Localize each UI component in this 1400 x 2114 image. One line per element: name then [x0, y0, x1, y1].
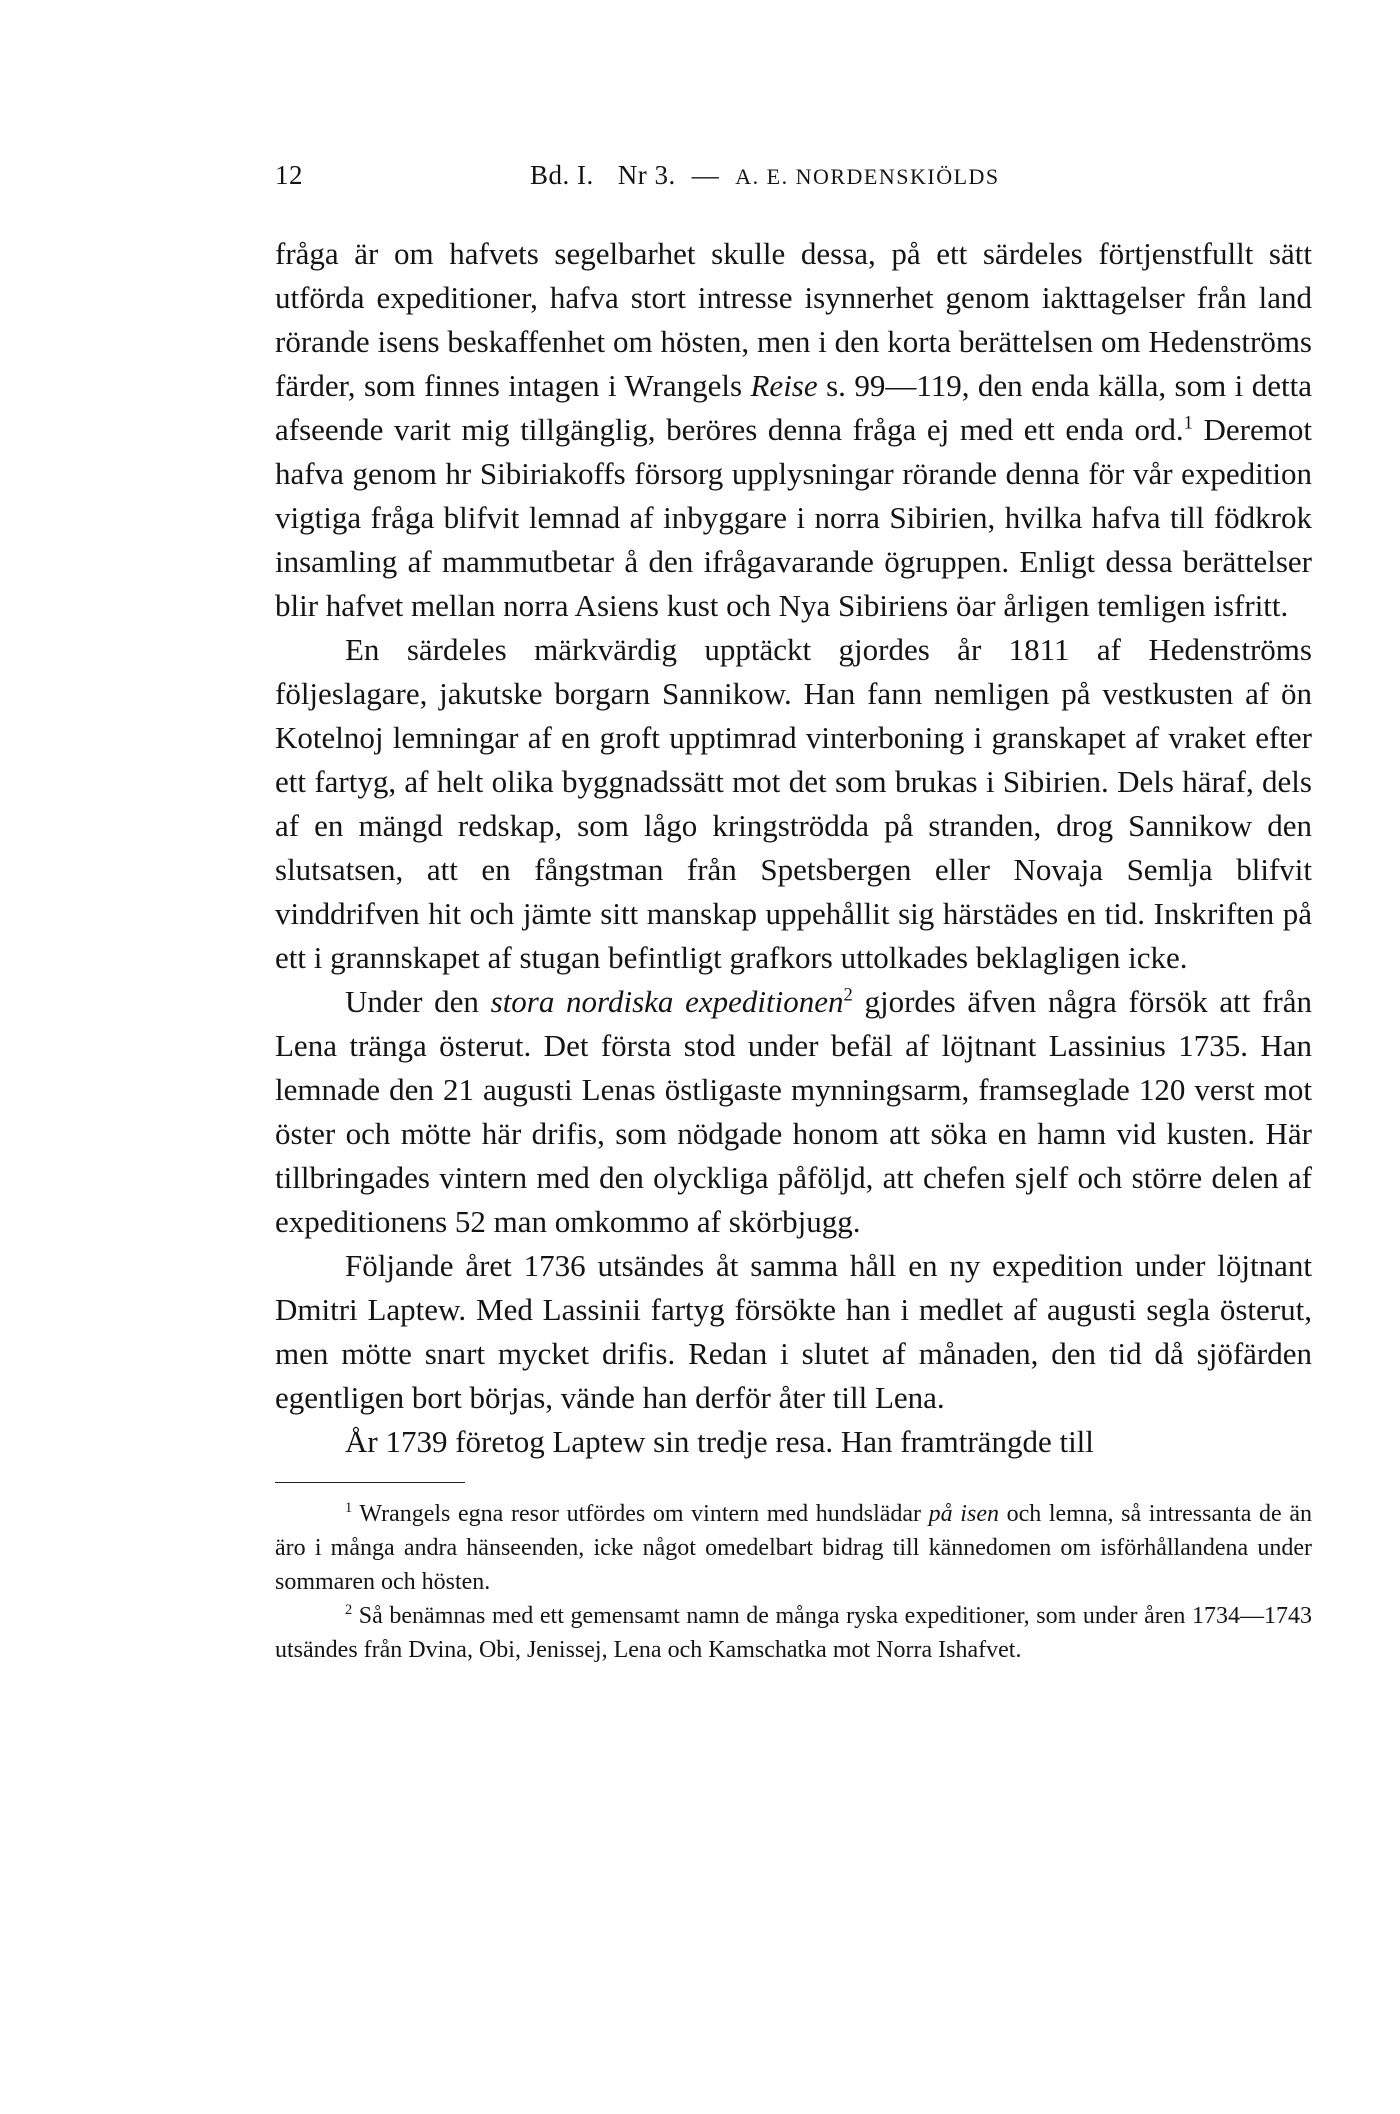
text-run: Följande året 1736 utsändes åt samma håll en ny expedition under löjtnant Dmitri Laptew. Med Lassinii fartyg försökte han i medlet af augusti segla österut, men mötte snart mycket drifis. Redan i slutet af månaden, den tid då sjöfärden egentligen bort börjas, vände han derför åter till Lena. — [275, 1248, 1312, 1415]
paragraph — [275, 1244, 1312, 1420]
italic-text: på isen — [928, 1501, 999, 1527]
paragraph — [275, 232, 1312, 628]
running-head — [275, 160, 1312, 200]
text-run: gjordes äfven några försök att från Lena tränga österut. Det första stod under befäl af löjtnant Lassinius 1735. Han lemnade den 21 augusti Lenas östligaste mynningsarm, framseglade 120 verst mot öster och mötte här drifis, som nödgade honom att söka en hamn vid kusten. Här tillbringades vintern med den olyckliga påföljd, att chefen sjelf och större delen af expeditionens 52 man omkommo af skörbjugg. — [275, 984, 1312, 1239]
text-run: s. 99—119, den enda källa, som i detta afseende varit mig tillgänglig, beröres denna fråga ej med ett enda ord. — [275, 368, 1312, 447]
footnote-marker: 2 — [843, 984, 853, 1006]
paragraph — [275, 980, 1312, 1244]
text-run: En särdeles märkvärdig upptäckt gjordes år 1811 af Hedenströms följeslagare, jakutske borgarn Sannikow. Han fann nemligen på vestkusten af ön Kotelnoj lemningar af en groft upptimrad vinterboning i granskapet af vraket efter ett fartyg, af helt olika byggnadssätt mot det som brukas i Sibirien. Dels häraf, dels af en mängd redskap, som lågo kringströdda på stranden, drog Sannikow den slutsatsen, att en fångstman från Spetsbergen eller Novaja Semlja blifvit vinddrifven hit och jämte sitt manskap uppehållit sig härstädes en tid. Inskriften på ett i grannskapet af stugan befintligt grafkors uttolkades beklagligen icke. — [275, 632, 1312, 975]
paragraph — [275, 628, 1312, 980]
book-page — [275, 160, 1312, 1667]
text-run: Så benämnas med ett gemensamt namn de många ryska expeditioner, som under åren 1734—1743 utsändes från Dvina, Obi, Jenissej, Lena och Kamschatka mot Norra Ishafvet. — [275, 1603, 1312, 1663]
footnote-marker: 1 — [345, 1500, 353, 1516]
body-text — [275, 232, 1312, 1464]
footnote-divider — [275, 1482, 465, 1483]
footnotes — [275, 1497, 1312, 1667]
footnote-marker: 2 — [345, 1602, 353, 1618]
paragraph — [275, 1420, 1312, 1464]
text-run: fråga är om hafvets segelbarhet skulle dessa, på ett särdeles förtjenstfullt sätt utförda expeditioner, hafva stort intresse isynnerhet genom iakttagelser från land rörande isens beskaffenhet om hösten, men i den korta berättelsen om Hedenströms färder, som finnes intagen i Wrangels — [275, 236, 1312, 403]
volume-label: Bd. I. — [530, 160, 594, 190]
header-dash: — — [691, 160, 720, 190]
italic-text: Reise — [750, 368, 818, 403]
text-run: och lemna, så intressanta de än äro i många andra hänseenden, icke något omedelbart bidrag till kännedomen om isförhållandena under sommaren och hösten. — [275, 1501, 1312, 1595]
running-author: A. E. NORDENSKIÖLDS — [735, 164, 1000, 189]
footnote — [275, 1599, 1312, 1667]
issue-number: Nr 3. — [617, 160, 676, 190]
text-run: Deremot hafva genom hr Sibiriakoffs försorg upplysningar rörande denna för vår expedition vigtiga fråga blifvit lemnad af inbyggare i norra Sibirien, hvilka hafva till födkrok insamling af mammutbetar å den ifrågavarande ögruppen. Enligt dessa berättelser blir hafvet mellan norra Asiens kust och Nya Sibiriens öar årligen temligen isfritt. — [275, 412, 1312, 623]
text-run: Wrangels egna resor utfördes om vintern med hundslädar — [352, 1501, 929, 1527]
text-run: År 1739 företog Laptew sin tredje resa. Han framträngde till — [345, 1424, 1094, 1459]
page-number: 12 — [275, 160, 303, 190]
footnote-marker: 1 — [1183, 412, 1193, 434]
footnote — [275, 1497, 1312, 1599]
text-run: Under den — [345, 984, 491, 1019]
italic-text: stora nordiska expeditionen — [490, 984, 844, 1019]
